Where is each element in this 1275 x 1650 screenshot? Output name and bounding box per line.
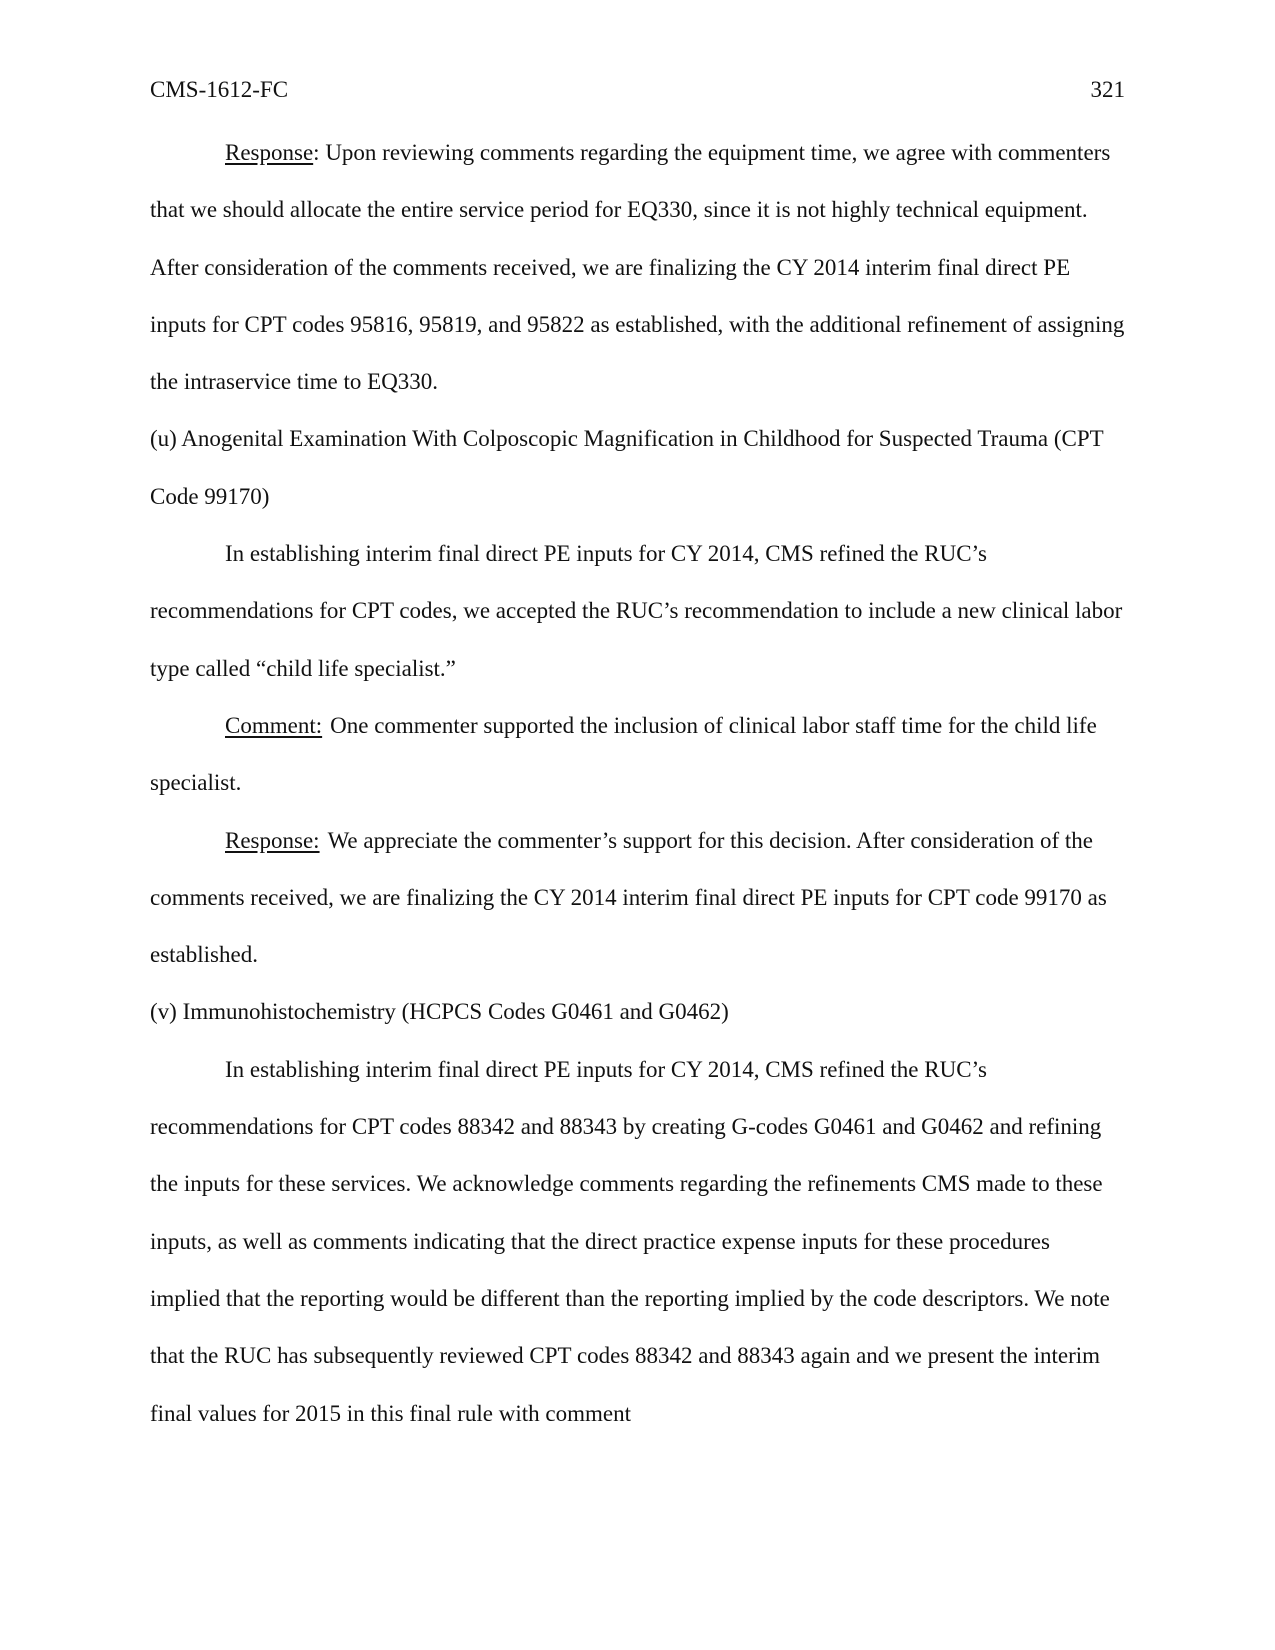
document-id: CMS-1612-FC [150,77,289,102]
page-body [150,124,1125,1442]
page-number: 321 [1090,77,1125,102]
response-label-2: Response: [225,827,320,853]
paragraph-establishing-2: In establishing interim final direct PE inputs for CY 2014, CMS refined the RUC’s recommendations for CPT codes 88342 and 88343 by creating G-codes G0461 and G0462 and refining the inputs for these services. We acknowledge comments regarding the refinements CMS made to these inputs, as well as comments indicating that the direct practice expense inputs for these procedures implied that the reporting would be different than the reporting implied by the code descriptors. We note that the RUC has subsequently reviewed CPT codes 88342 and 88343 again and we present the interim final values for 2015 in this final rule with comment [150,1056,1110,1426]
paragraph-response-1 [150,124,1125,410]
paragraph-establishing-1: In establishing interim final direct PE inputs for CY 2014, CMS refined the RUC’s recommendations for CPT codes, we accepted the RUC’s recommendation to include a new clinical labor type called “child life specialist.” [150,541,1123,681]
section-heading-u: (u) Anogenital Examination With Colposcopic Magnification in Childhood for Suspected Trauma (CPT Code 99170) [150,426,1104,509]
paragraph-comment [150,697,1125,812]
response-text-2: We appreciate the commenter’s support for this decision. After consideration of the comments received, we are finalizing the CY 2014 interim final direct PE inputs for CPT code 99170 as established. [150,827,1107,968]
response-text: Upon reviewing comments regarding the equipment time, we agree with commenters that we should allocate the entire service period for EQ330, since it is not highly technical equipment. After consideration of the comments received, we are finalizing the CY 2014 interim final direct PE inputs for CPT codes 95816, 95819, and 95822 as established, with the additional refinement of assigning the intraservice time to EQ330. [150,140,1125,395]
response-label: Response [225,140,314,165]
response-label-punct: : [313,140,320,165]
paragraph-response-2 [150,812,1125,984]
section-heading-v: (v) Immunohistochemistry (HCPCS Codes G0461 and G0462) [150,999,729,1025]
comment-label: Comment: [225,712,323,738]
comment-text: One commenter supported the inclusion of clinical labor staff time for the child life specialist. [150,712,1097,796]
page-header [150,74,1125,106]
